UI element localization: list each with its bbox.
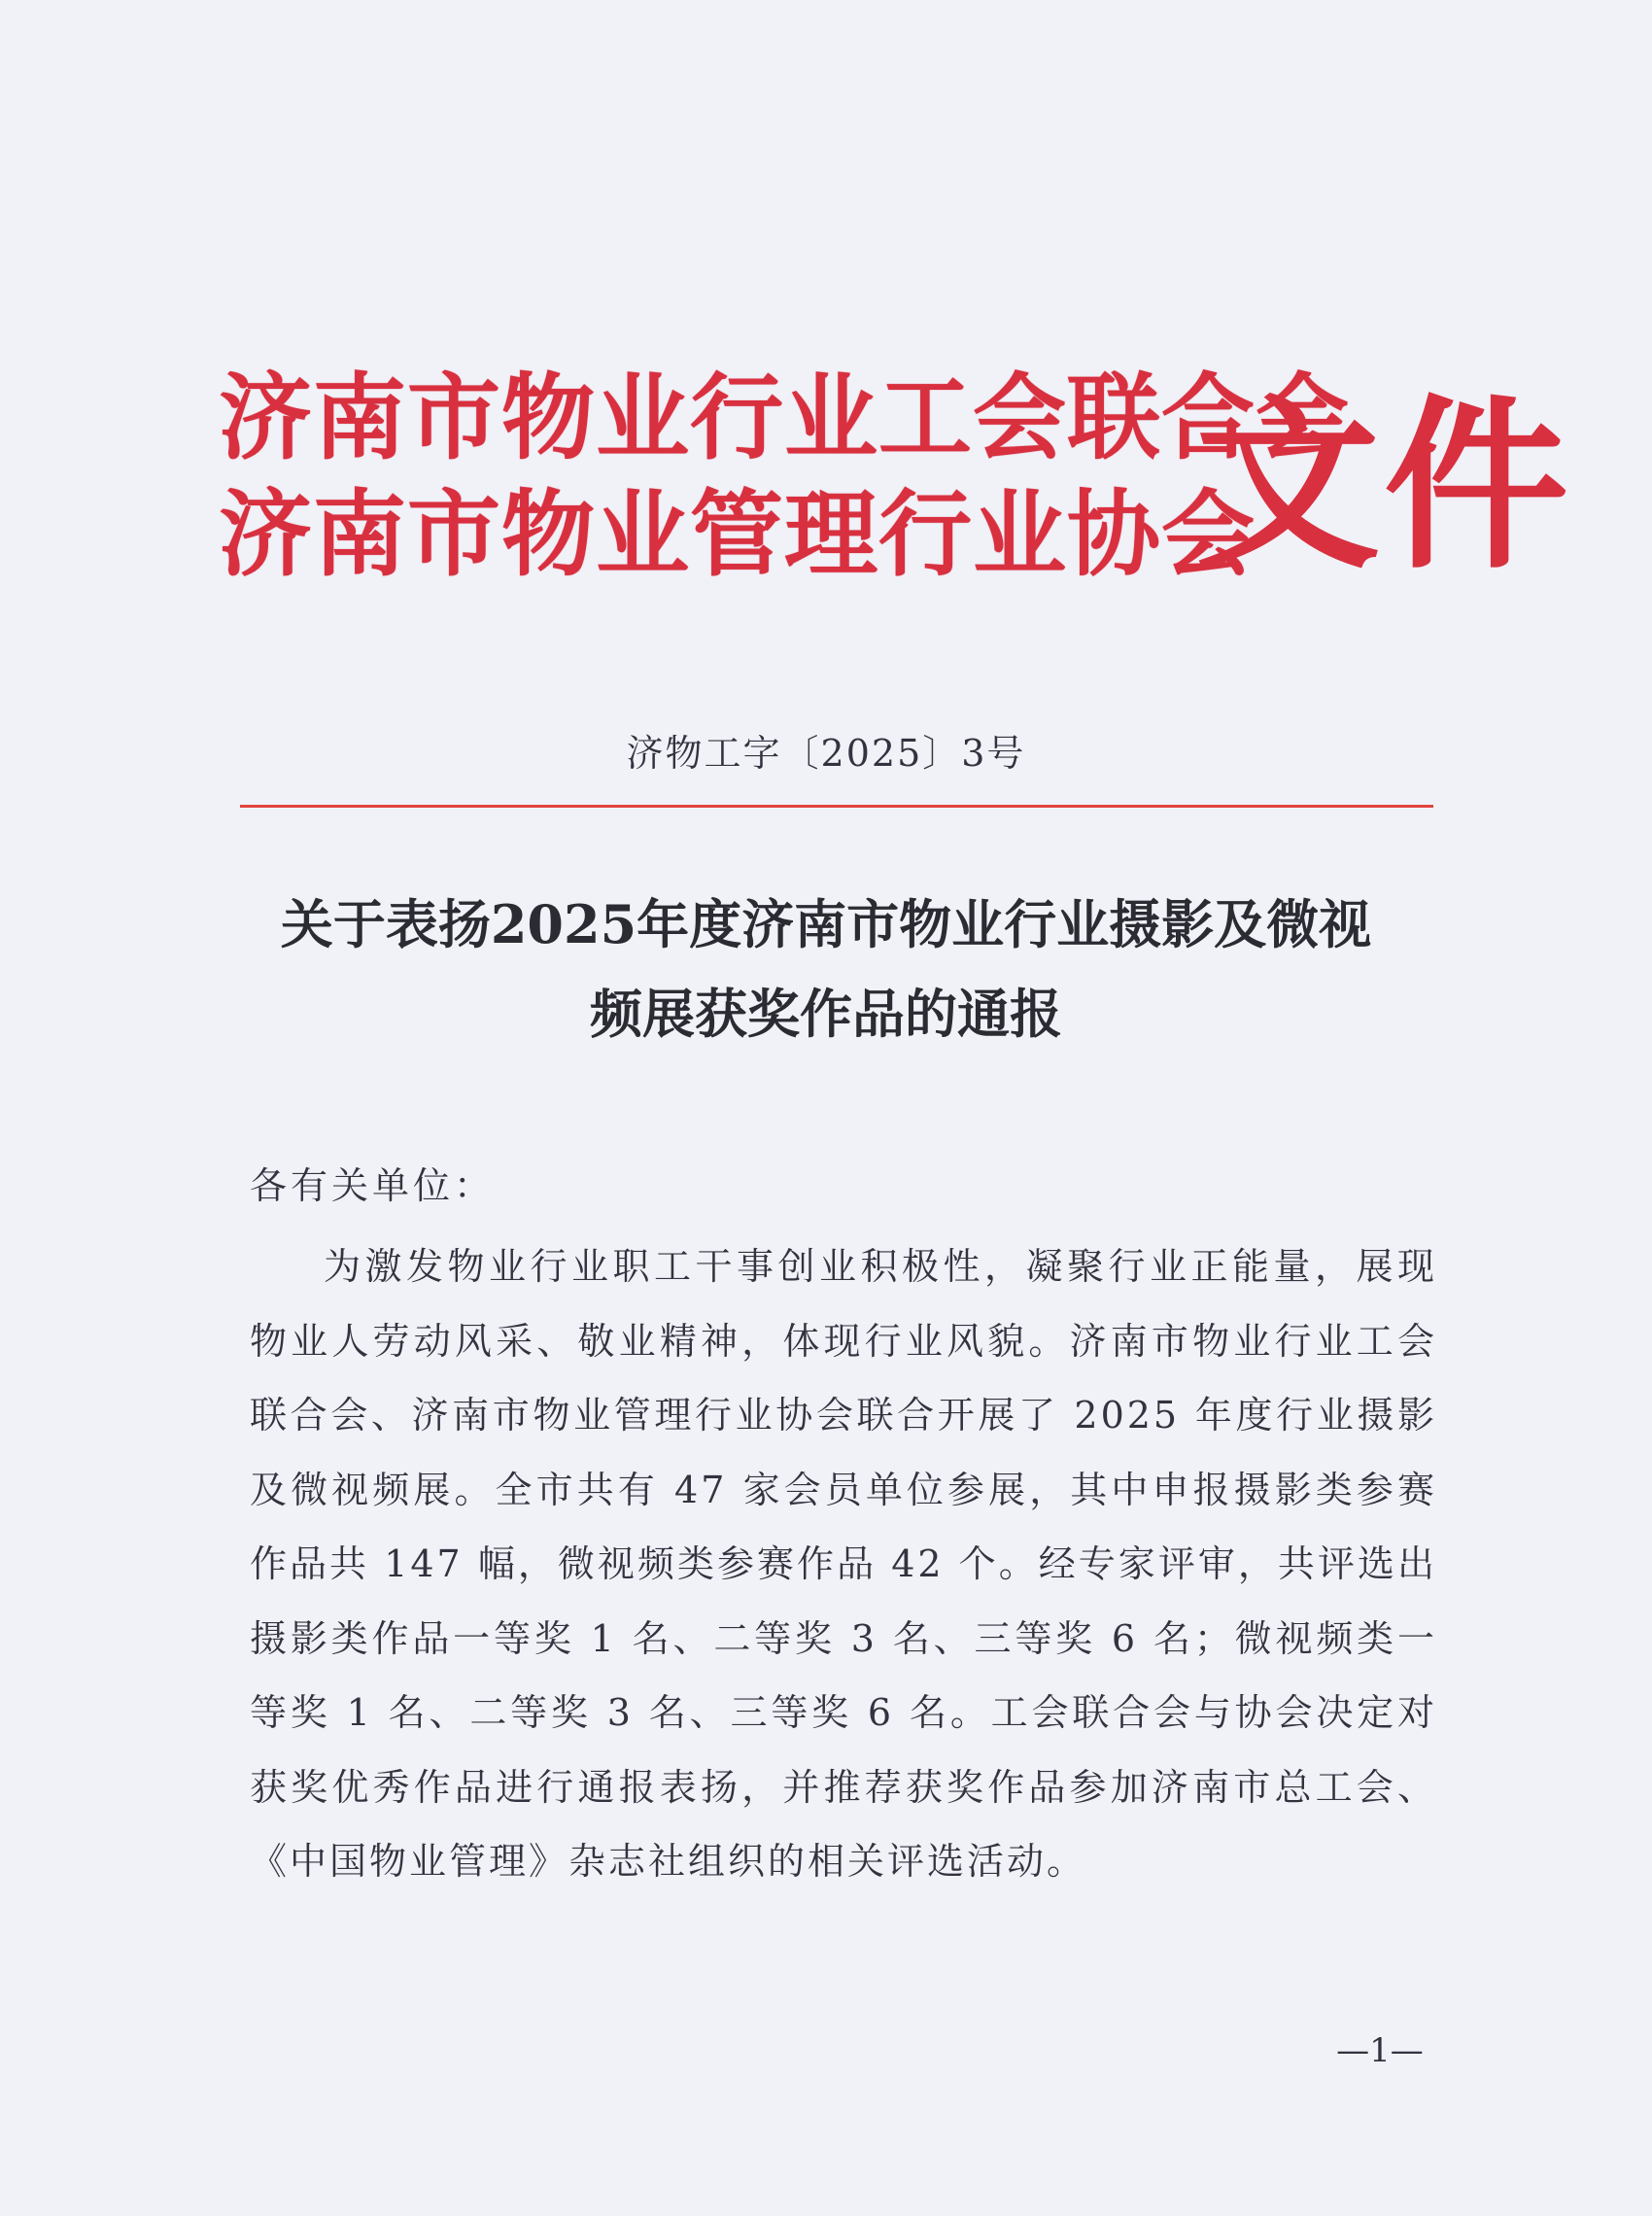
body-paragraph: 为激发物业行业职工干事创业积极性，凝聚行业正能量，展现物业人劳动风采、敬业精神，体现行业风貌。济南市物业行业工会联合会、济南市物业管理行业协会联合开展了 2025 年度行业摄影及微视频展。全市共有 47 家会员单位参展，其中申报摄影类参赛作品共 147 幅，微视频类参赛作品 42 个。经专家评审，共评选出摄影类作品一等奖 1 名、二等奖 3 名、三等奖 6 名；微视频类一等奖 1 名、二等奖 3 名、三等奖 6 名。工会联合会与协会决定对获奖优秀作品进行通报表扬，并推荐获奖作品参加济南市总工会、《中国物业管理》杂志社组织的相关评选活动。 [250,1245,1437,1883]
document-title-line-2: 频展获奖作品的通报 [590,983,1062,1045]
issuer-name-association: 济南市物业管理行业协会 [219,479,1256,589]
salutation: 各有关单位： [250,1164,496,1207]
document-number: 济物工字〔2025〕3号 [626,732,1026,775]
document-type-label: 文件 [1195,377,1573,594]
issuer-name-union: 济南市物业行业工会联合会 [219,363,1350,472]
page-number: —1— [1336,2031,1424,2070]
document-title-line-1: 关于表扬2025年度济南市物业行业摄影及微视 [280,893,1372,955]
document-header [219,345,1573,627]
red-divider-line [240,805,1433,808]
document-title [224,880,1428,1058]
